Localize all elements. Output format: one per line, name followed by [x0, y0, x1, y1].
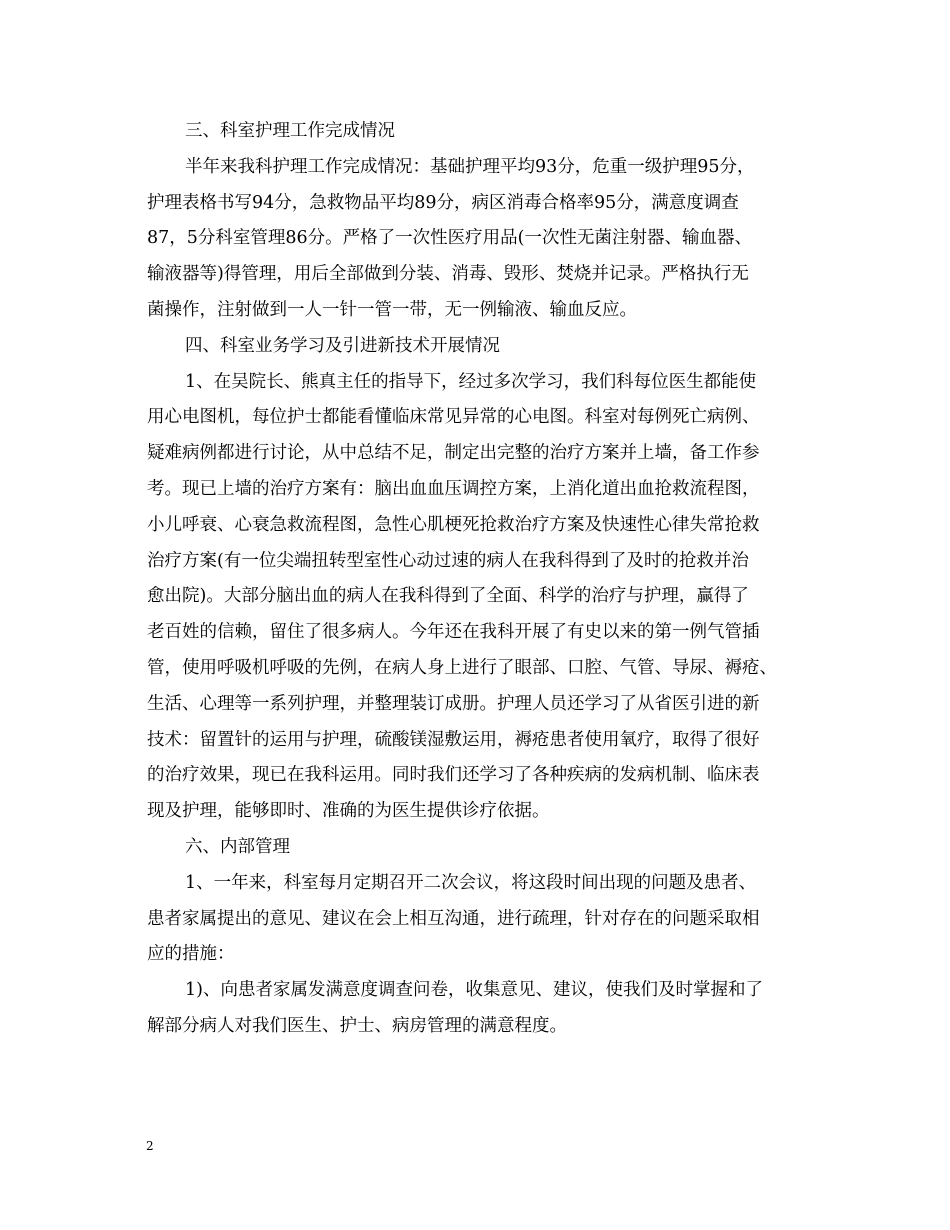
paragraph-line: 治疗方案(有一位尖端扭转型室性心动过速的病人在我科得到了及时的抢救并治: [147, 551, 749, 571]
section-heading-study-new-tech: 四、科室业务学习及引进新技术开展情况: [185, 336, 500, 356]
paragraph-line: 疑难病例都进行讨论，从中总结不足，制定出完整的治疗方案并上墙，备工作参: [147, 443, 760, 463]
paragraph-line: 解部分病人对我们医生、护士、病房管理的满意程度。: [147, 1016, 567, 1036]
paragraph-line: 用心电图机，每位护士都能看懂临床常见异常的心电图。科室对每例死亡病例、: [147, 407, 760, 427]
paragraph-line: 输液器等)得管理，用后全部做到分装、消毒、毁形、焚烧并记录。严格执行无: [147, 264, 749, 284]
section-heading-internal-management: 六、内部管理: [185, 837, 290, 857]
paragraph-line: 管，使用呼吸机呼吸的先例，在病人身上进行了眼部、口腔、气管、导尿、褥疮、: [147, 658, 777, 678]
paragraph-line: 菌操作，注射做到一人一针一管一带，无一例输液、输血反应。: [147, 300, 637, 320]
paragraph-line: 技术：留置针的运用与护理，硫酸镁湿敷运用，褥疮患者使用氧疗，取得了很好: [147, 730, 760, 750]
paragraph-line: 护理表格书写94分，急救物品平均89分，病区消毒合格率95分，满意度调查: [147, 193, 739, 213]
paragraph-line: 应的措施：: [147, 944, 235, 964]
paragraph-line: 现及护理，能够即时、准确的为医生提供诊疗依据。: [147, 801, 550, 821]
paragraph-line: 1、一年来，科室每月定期召开二次会议，将这段时间出现的问题及患者、: [185, 873, 757, 893]
paragraph-line: 1)、向患者家属发满意度调查问卷，收集意见、建议，使我们及时掌握和了: [185, 980, 763, 1000]
paragraph-line: 1、在吴院长、熊真主任的指导下，经过多次学习，我们科每位医生都能使: [185, 372, 757, 392]
paragraph-line: 小儿呼衰、心衰急救流程图，急性心肌梗死抢救治疗方案及快速性心律失常抢救: [147, 515, 760, 535]
paragraph-line: 的治疗效果，现已在我科运用。同时我们还学习了各种疾病的发病机制、临床表: [147, 765, 760, 785]
paragraph-line: 患者家属提出的意见、建议在会上相互沟通，进行疏理，针对存在的问题采取相: [147, 909, 760, 929]
paragraph-line: 生活、心理等一系列护理，并整理装订成册。护理人员还学习了从省医引进的新: [147, 694, 760, 714]
paragraph-line: 半年来我科护理工作完成情况：基础护理平均93分，危重一级护理95分，: [185, 157, 755, 177]
paragraph-line: 愈出院)。大部分脑出血的病人在我科得到了全面、科学的治疗与护理，赢得了: [147, 586, 749, 606]
paragraph-line: 老百姓的信赖，留住了很多病人。今年还在我科开展了有史以来的第一例气管插: [147, 622, 760, 642]
paragraph-line: 87，5分科室管理86分。严格了一次性医疗用品(一次性无菌注射器、输血器、: [147, 228, 752, 248]
page-number: 2: [146, 1139, 154, 1153]
section-heading-nursing-completion: 三、科室护理工作完成情况: [185, 121, 395, 141]
paragraph-line: 考。现已上墙的治疗方案有：脑出血血压调控方案，上消化道出血抢救流程图，: [147, 479, 760, 499]
